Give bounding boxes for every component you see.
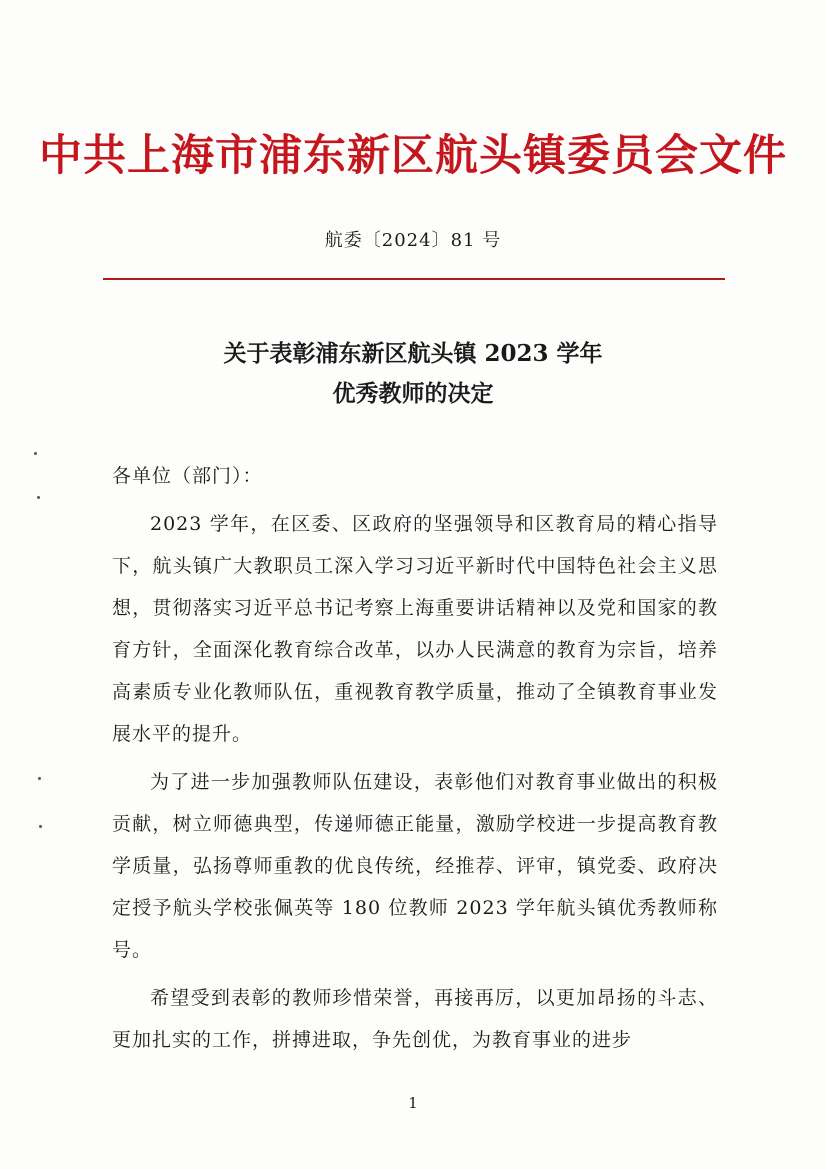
red-divider-line <box>103 278 725 280</box>
document-title-line-1: 关于表彰浦东新区航头镇 2023 学年 <box>223 340 603 367</box>
document-title-line-2: 优秀教师的决定 <box>332 380 494 407</box>
scan-speck <box>39 825 42 828</box>
document-number: 航委〔2024〕81 号 <box>324 230 502 251</box>
body-paragraph-2: 为了进一步加强教师队伍建设，表彰他们对教育事业做出的积极贡献，树立师德典型，传递师德正能量，激励学校进一步提高教育教学质量，弘扬尊师重教的优良传统，经推荐、评审，镇党委、政府决定授予航头学校张佩英等 180 位教师 2023 学年航头镇优秀教师称号。 <box>112 771 718 961</box>
body-paragraph-3: 希望受到表彰的教师珍惜荣誉，再接再厉，以更加昂扬的斗志、更加扎实的工作，拼搏进取，争先创优，为教育事业的进步 <box>112 987 718 1051</box>
document-title <box>0 334 826 414</box>
body-paragraph-1: 2023 学年，在区委、区政府的坚强领导和区教育局的精心指导下，航头镇广大教职员工深入学习习近平新时代中国特色社会主义思想，贯彻落实习近平总书记考察上海重要讲话精神以及党和国家的教育方针，全面深化教育综合改革，以办人民满意的教育为宗旨，培养高素质专业化教师队伍，重视教育教学质量，推动了全镇教育事业发展水平的提升。 <box>112 513 718 745</box>
document-body <box>112 455 718 1061</box>
page-number: 1 <box>408 1094 418 1112</box>
scan-speck <box>37 496 40 499</box>
scan-speck <box>34 452 37 455</box>
issuer-header-title: 中共上海市浦东新区航头镇委员会文件 <box>39 131 787 181</box>
salutation: 各单位（部门）： <box>112 465 263 487</box>
scan-speck <box>38 777 41 780</box>
